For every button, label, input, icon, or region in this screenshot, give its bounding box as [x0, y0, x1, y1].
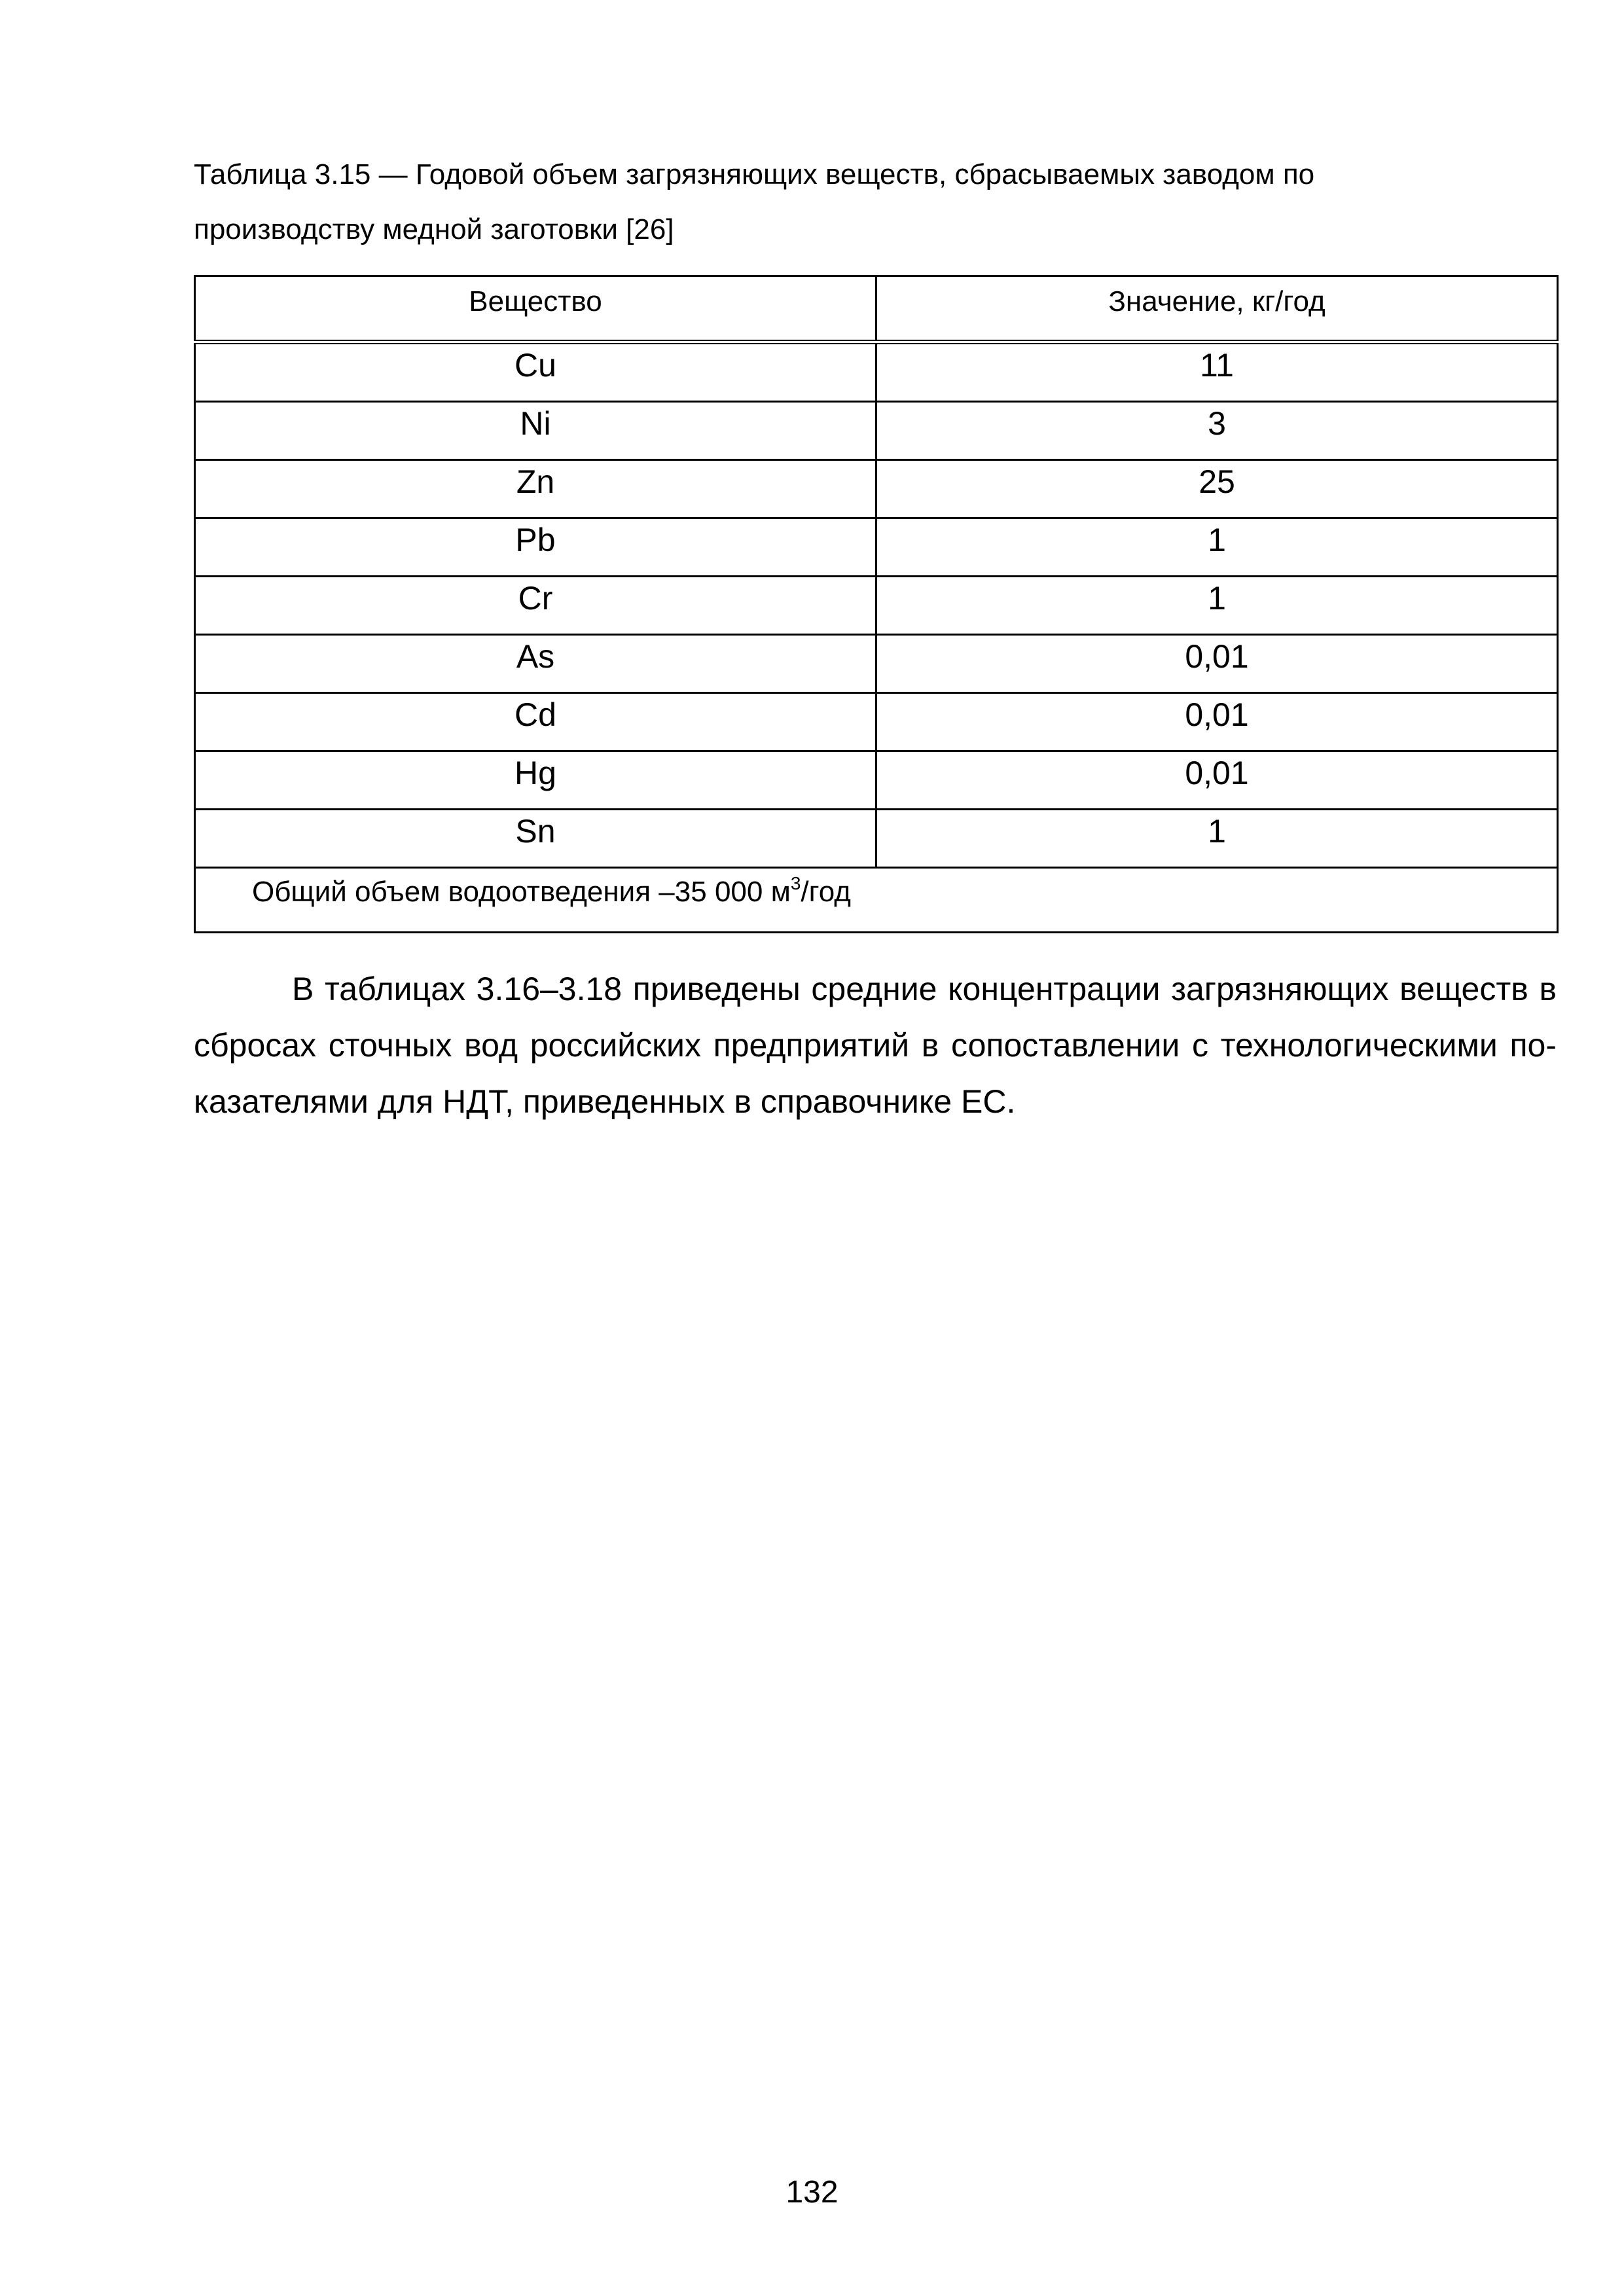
table-row — [195, 751, 1558, 810]
header-substance: Вещество — [195, 276, 876, 342]
unit-superscript: 3 — [790, 873, 801, 893]
substance-cell: Cu — [195, 342, 876, 402]
substance-cell: Ni — [195, 402, 876, 460]
value-cell: 1 — [876, 810, 1558, 868]
value-cell: 11 — [876, 342, 1558, 402]
table-caption-line-1: Таблица 3.15 — Годовой объем загрязняющих веществ, сбрасываемых заводом по — [194, 158, 1315, 190]
value-cell: 25 — [876, 460, 1558, 518]
body-paragraph — [194, 961, 1557, 1130]
substance-cell: Pb — [195, 518, 876, 577]
table-caption — [194, 147, 1568, 257]
substance-cell: Cd — [195, 693, 876, 751]
unit-tail: /год — [801, 876, 851, 908]
substance-cell: Cr — [195, 577, 876, 635]
substance-cell: As — [195, 635, 876, 693]
paragraph-line-2: сбросах сточных вод российских предприятий в сопоставлении с технологическими по- — [194, 1027, 1557, 1064]
table-caption-line-2: производству медной заготовки [26] — [194, 213, 674, 245]
value-cell: 1 — [876, 518, 1558, 577]
value-cell: 3 — [876, 402, 1558, 460]
substance-cell: Hg — [195, 751, 876, 810]
table-footer-row — [195, 868, 1558, 933]
table-row — [195, 460, 1558, 518]
header-value: Значение, кг/год — [876, 276, 1558, 342]
table-row — [195, 577, 1558, 635]
value-cell: 0,01 — [876, 635, 1558, 693]
table-row — [195, 402, 1558, 460]
paragraph-line-3: казателями для НДТ, приведенных в справочнике ЕС. — [194, 1083, 1016, 1120]
table-row — [195, 693, 1558, 751]
total-discharge-note — [195, 868, 1558, 933]
table-row — [195, 635, 1558, 693]
substance-cell: Sn — [195, 810, 876, 868]
value-cell: 1 — [876, 577, 1558, 635]
page-number: 132 — [785, 2175, 839, 2210]
table-row — [195, 518, 1558, 577]
paragraph-line-1: В таблицах 3.16–3.18 приведены средние концентрации загрязняющих веществ в — [292, 971, 1557, 1007]
table-row — [195, 810, 1558, 868]
value-cell: 0,01 — [876, 751, 1558, 810]
total-discharge-text: Общий объем водоотведения –35 000 м — [252, 876, 791, 908]
substance-cell: Zn — [195, 460, 876, 518]
table-header-row — [195, 276, 1558, 342]
table-row — [195, 342, 1558, 402]
pollutants-table — [194, 275, 1559, 933]
value-cell: 0,01 — [876, 693, 1558, 751]
